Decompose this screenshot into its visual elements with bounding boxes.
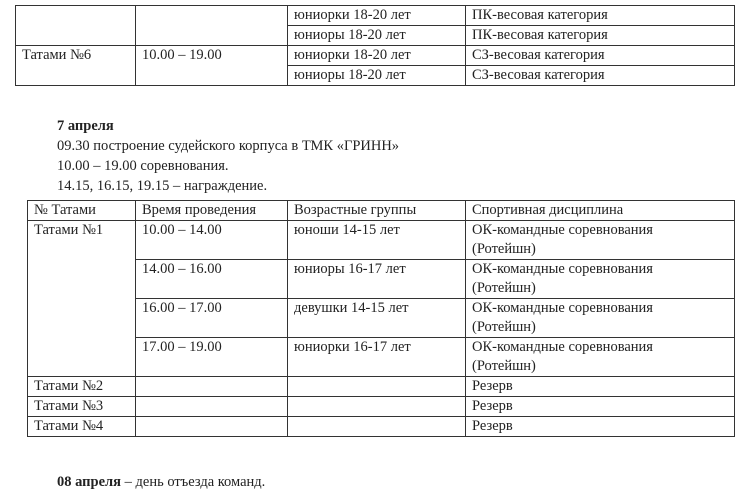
group-cell: юниорки 18-20 лет bbox=[288, 6, 466, 26]
time-cell: 17.00 – 19.00 bbox=[136, 338, 288, 377]
time-cell: 10.00 – 14.00 bbox=[136, 221, 288, 260]
group-cell: юниорки 16-17 лет bbox=[288, 338, 466, 377]
time-cell: 10.00 – 19.00 bbox=[136, 46, 288, 86]
table-row bbox=[16, 6, 735, 26]
discipline-cell: Резерв bbox=[466, 417, 735, 437]
time-cell bbox=[136, 397, 288, 417]
discipline-cell: ПК-весовая категория bbox=[466, 6, 735, 26]
tatami-cell: Татами №4 bbox=[28, 417, 136, 437]
discipline-cell: Резерв bbox=[466, 377, 735, 397]
discipline-cell: ОК-командные соревнования (Ротейшн) bbox=[466, 221, 735, 260]
table-row bbox=[28, 221, 735, 260]
time-cell: 14.00 – 16.00 bbox=[136, 260, 288, 299]
table-row bbox=[28, 397, 735, 417]
tatami-cell: Татами №1 bbox=[28, 221, 136, 377]
day7-heading: 7 апреля bbox=[57, 118, 114, 134]
group-cell: юниоры 18-20 лет bbox=[288, 26, 466, 46]
discipline-cell: ОК-командные соревнования (Ротейшн) bbox=[466, 299, 735, 338]
time-cell: 16.00 – 17.00 bbox=[136, 299, 288, 338]
discipline-cell: ОК-командные соревнования (Ротейшн) bbox=[466, 260, 735, 299]
group-cell bbox=[288, 417, 466, 437]
time-cell bbox=[136, 417, 288, 437]
table-row bbox=[16, 46, 735, 66]
day7-line: 09.30 построение судейского корпуса в ТМК «ГРИНН» bbox=[57, 138, 400, 154]
group-cell: юниоры 16-17 лет bbox=[288, 260, 466, 299]
day7-line: 14.15, 16.15, 19.15 – награждение. bbox=[57, 178, 268, 194]
day8-text: – день отъезда команд. bbox=[121, 474, 266, 490]
column-header: Время проведения bbox=[136, 201, 288, 221]
schedule-table-day7 bbox=[27, 200, 735, 437]
discipline-cell: СЗ-весовая категория bbox=[466, 46, 735, 66]
table-row bbox=[28, 417, 735, 437]
group-cell: юниоры 18-20 лет bbox=[288, 66, 466, 86]
time-cell bbox=[136, 377, 288, 397]
column-header: Спортивная дисциплина bbox=[466, 201, 735, 221]
day8-line bbox=[57, 472, 265, 492]
day8-date: 08 апреля bbox=[57, 474, 122, 490]
tatami-cell: Татами №2 bbox=[28, 377, 136, 397]
tatami-cell: Татами №3 bbox=[28, 397, 136, 417]
group-cell: юноши 14-15 лет bbox=[288, 221, 466, 260]
table-header-row bbox=[28, 201, 735, 221]
day7-line: 10.00 – 19.00 соревнования. bbox=[57, 158, 229, 174]
discipline-cell: СЗ-весовая категория bbox=[466, 66, 735, 86]
discipline-cell: ПК-весовая категория bbox=[466, 26, 735, 46]
tatami-cell bbox=[16, 6, 136, 46]
discipline-cell: ОК-командные соревнования (Ротейшн) bbox=[466, 338, 735, 377]
discipline-cell: Резерв bbox=[466, 397, 735, 417]
group-cell: юниорки 18-20 лет bbox=[288, 46, 466, 66]
column-header: № Татами bbox=[28, 201, 136, 221]
time-cell bbox=[136, 6, 288, 46]
group-cell: девушки 14-15 лет bbox=[288, 299, 466, 338]
column-header: Возрастные группы bbox=[288, 201, 466, 221]
group-cell bbox=[288, 377, 466, 397]
tatami-cell: Татами №6 bbox=[16, 46, 136, 86]
table-row bbox=[28, 377, 735, 397]
group-cell bbox=[288, 397, 466, 417]
schedule-table-continued bbox=[15, 5, 735, 86]
